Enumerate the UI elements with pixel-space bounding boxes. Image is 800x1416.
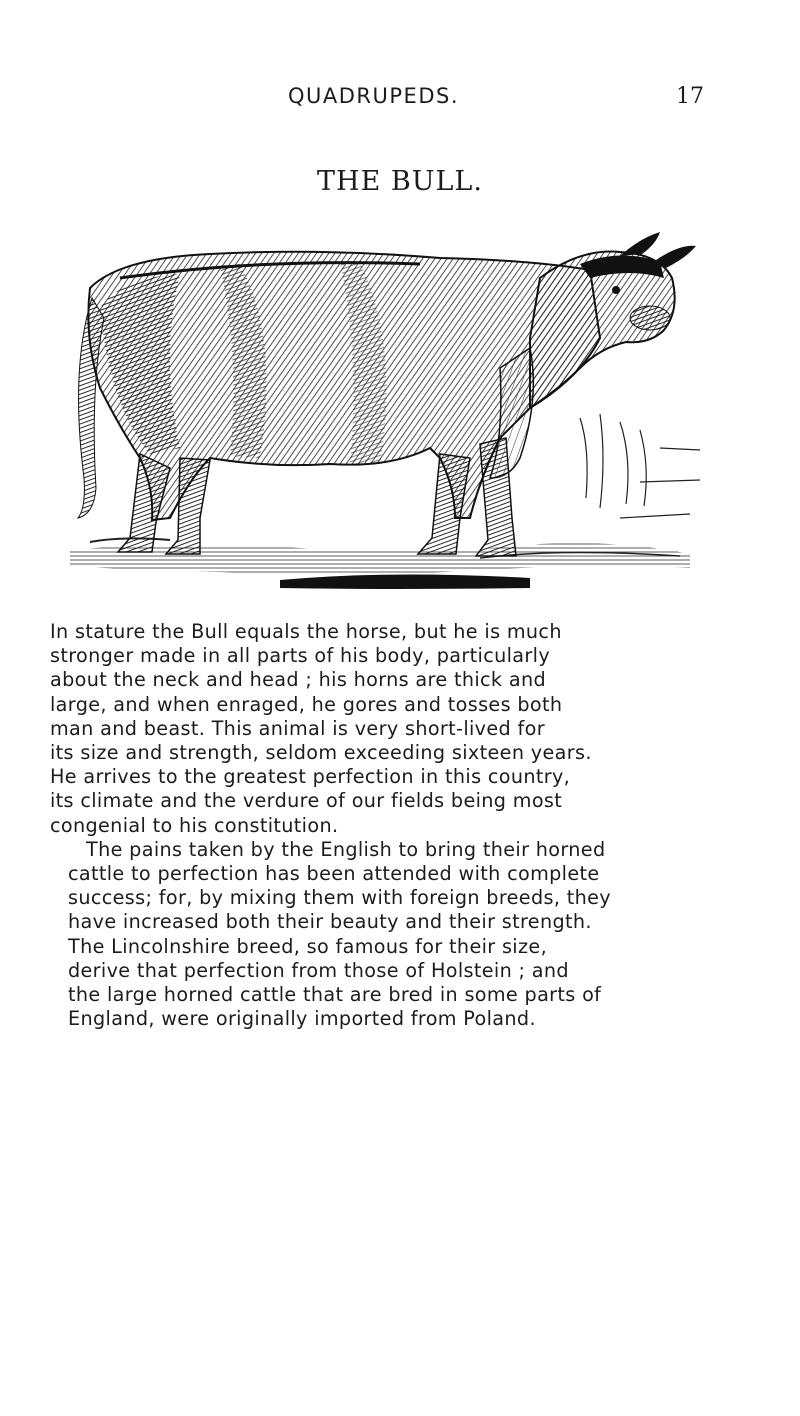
- text-line: large, and when enraged, he gores and tosses both: [50, 692, 563, 716]
- text-line: The pains taken by the English to bring their horned: [86, 837, 606, 861]
- text-line: congenial to his constitution.: [50, 813, 339, 837]
- running-head-title: QUADRUPEDS.: [288, 84, 460, 108]
- paragraph-1: [50, 620, 720, 838]
- body-text: [50, 620, 720, 1031]
- background-plants: [580, 414, 700, 518]
- bull-tail: [78, 298, 104, 518]
- text-line: The Lincolnshire breed, so famous for their size,: [68, 934, 548, 958]
- text-line: have increased both their beauty and their strength.: [68, 910, 592, 934]
- text-line: success; for, by mixing them with foreign breeds, they: [68, 886, 611, 910]
- paragraph-2: [50, 838, 720, 1032]
- horn-left: [620, 232, 660, 256]
- text-line: man and beast. This animal is very short-lived for: [50, 716, 545, 740]
- text-line: about the neck and head ; his horns are thick and: [50, 668, 546, 692]
- running-head: [0, 84, 800, 114]
- text-line: stronger made in all parts of his body, particularly: [50, 644, 551, 668]
- text-line: He arrives to the greatest perfection in this country,: [50, 765, 571, 789]
- plate-title: THE BULL.: [317, 166, 483, 197]
- page-number: 17: [676, 84, 704, 109]
- text-line: the large horned cattle that are bred in some parts of: [68, 983, 602, 1007]
- text-line: its size and strength, seldom exceeding sixteen years.: [50, 741, 592, 765]
- text-line: England, were originally imported from Poland.: [68, 1007, 536, 1031]
- text-line: its climate and the verdure of our fields being most: [50, 789, 563, 813]
- text-line: cattle to perfection has been attended with complete: [68, 862, 600, 886]
- bull-engraving: [60, 218, 710, 610]
- ground-shading: [70, 538, 690, 589]
- text-line: In stature the Bull equals the horse, but he is much: [50, 620, 562, 643]
- text-line: derive that perfection from those of Holstein ; and: [68, 958, 569, 982]
- horn-right: [656, 246, 696, 268]
